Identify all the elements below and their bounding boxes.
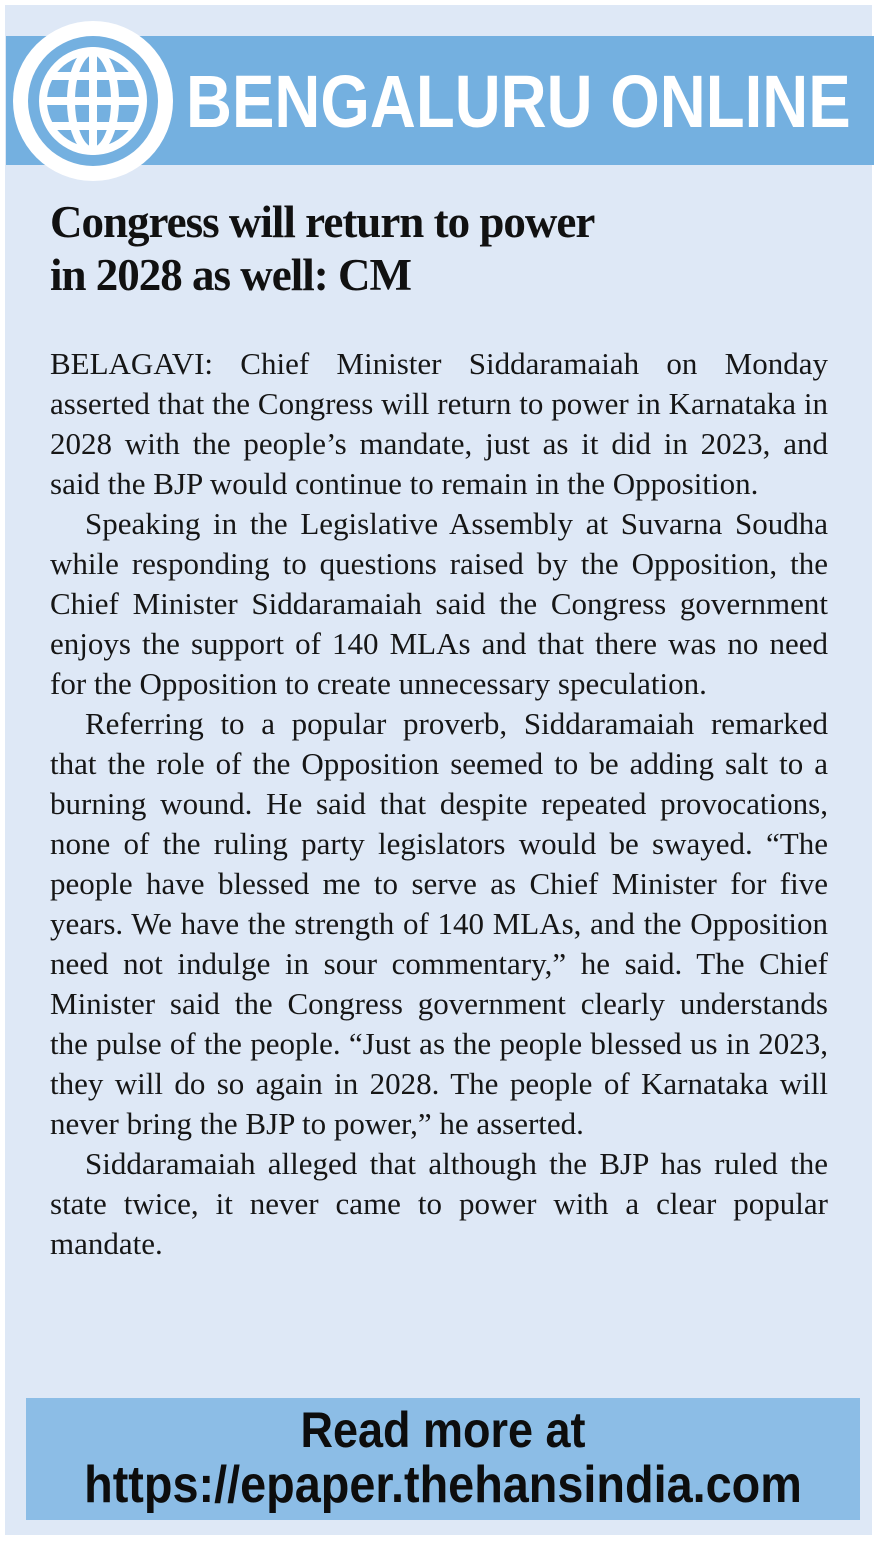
globe-icon [13, 21, 173, 181]
headline-line-1: Congress will return to power [50, 197, 595, 247]
article-body [50, 344, 828, 1264]
read-more-label: Read more at [300, 1402, 586, 1458]
article-paragraph: BELAGAVI: Chief Minister Siddaramaiah on Monday asserted that the Congress will return to power in Karnataka in 2028 with the people’s mandate, just as it did in 2023, and said the BJP would continue to remain in the Opposition. [50, 346, 828, 501]
article-paragraph: Referring to a popular proverb, Siddaramaiah remarked that the role of the Opposition seemed to be adding salt to a burning wound. He said that despite repeated provocations, none of the ruling party legislators would be swayed. “The people have blessed me to serve as Chief Minister for five years. We have the strength of 140 MLAs, and the Opposition need not indulge in sour commentary,” he said. The Chief Minister said the Congress government clearly understands the pulse of the people. “Just as the people blessed us in 2023, they will do so again in 2028. The people of Karnataka will never bring the BJP to power,” he asserted. [50, 706, 828, 1141]
article-headline [50, 196, 810, 302]
epaper-link[interactable]: https://epaper.thehansindia.com [84, 1456, 802, 1514]
section-title: BENGALURU ONLINE [186, 60, 851, 143]
globe-badge [13, 21, 173, 181]
read-more-box[interactable] [26, 1398, 860, 1520]
article-paragraph: Siddaramaiah alleged that although the BJP has ruled the state twice, it never came to power with a clear popular mandate. [50, 1146, 828, 1261]
headline-line-2: in 2028 as well: CM [50, 250, 411, 300]
article-paragraph: Speaking in the Legislative Assembly at Suvarna Soudha while responding to questions raised by the Opposition, the Chief Minister Siddaramaiah said the Congress government enjoys the support of 140 MLAs and that there was no need for the Opposition to create unnecessary speculation. [50, 506, 828, 701]
